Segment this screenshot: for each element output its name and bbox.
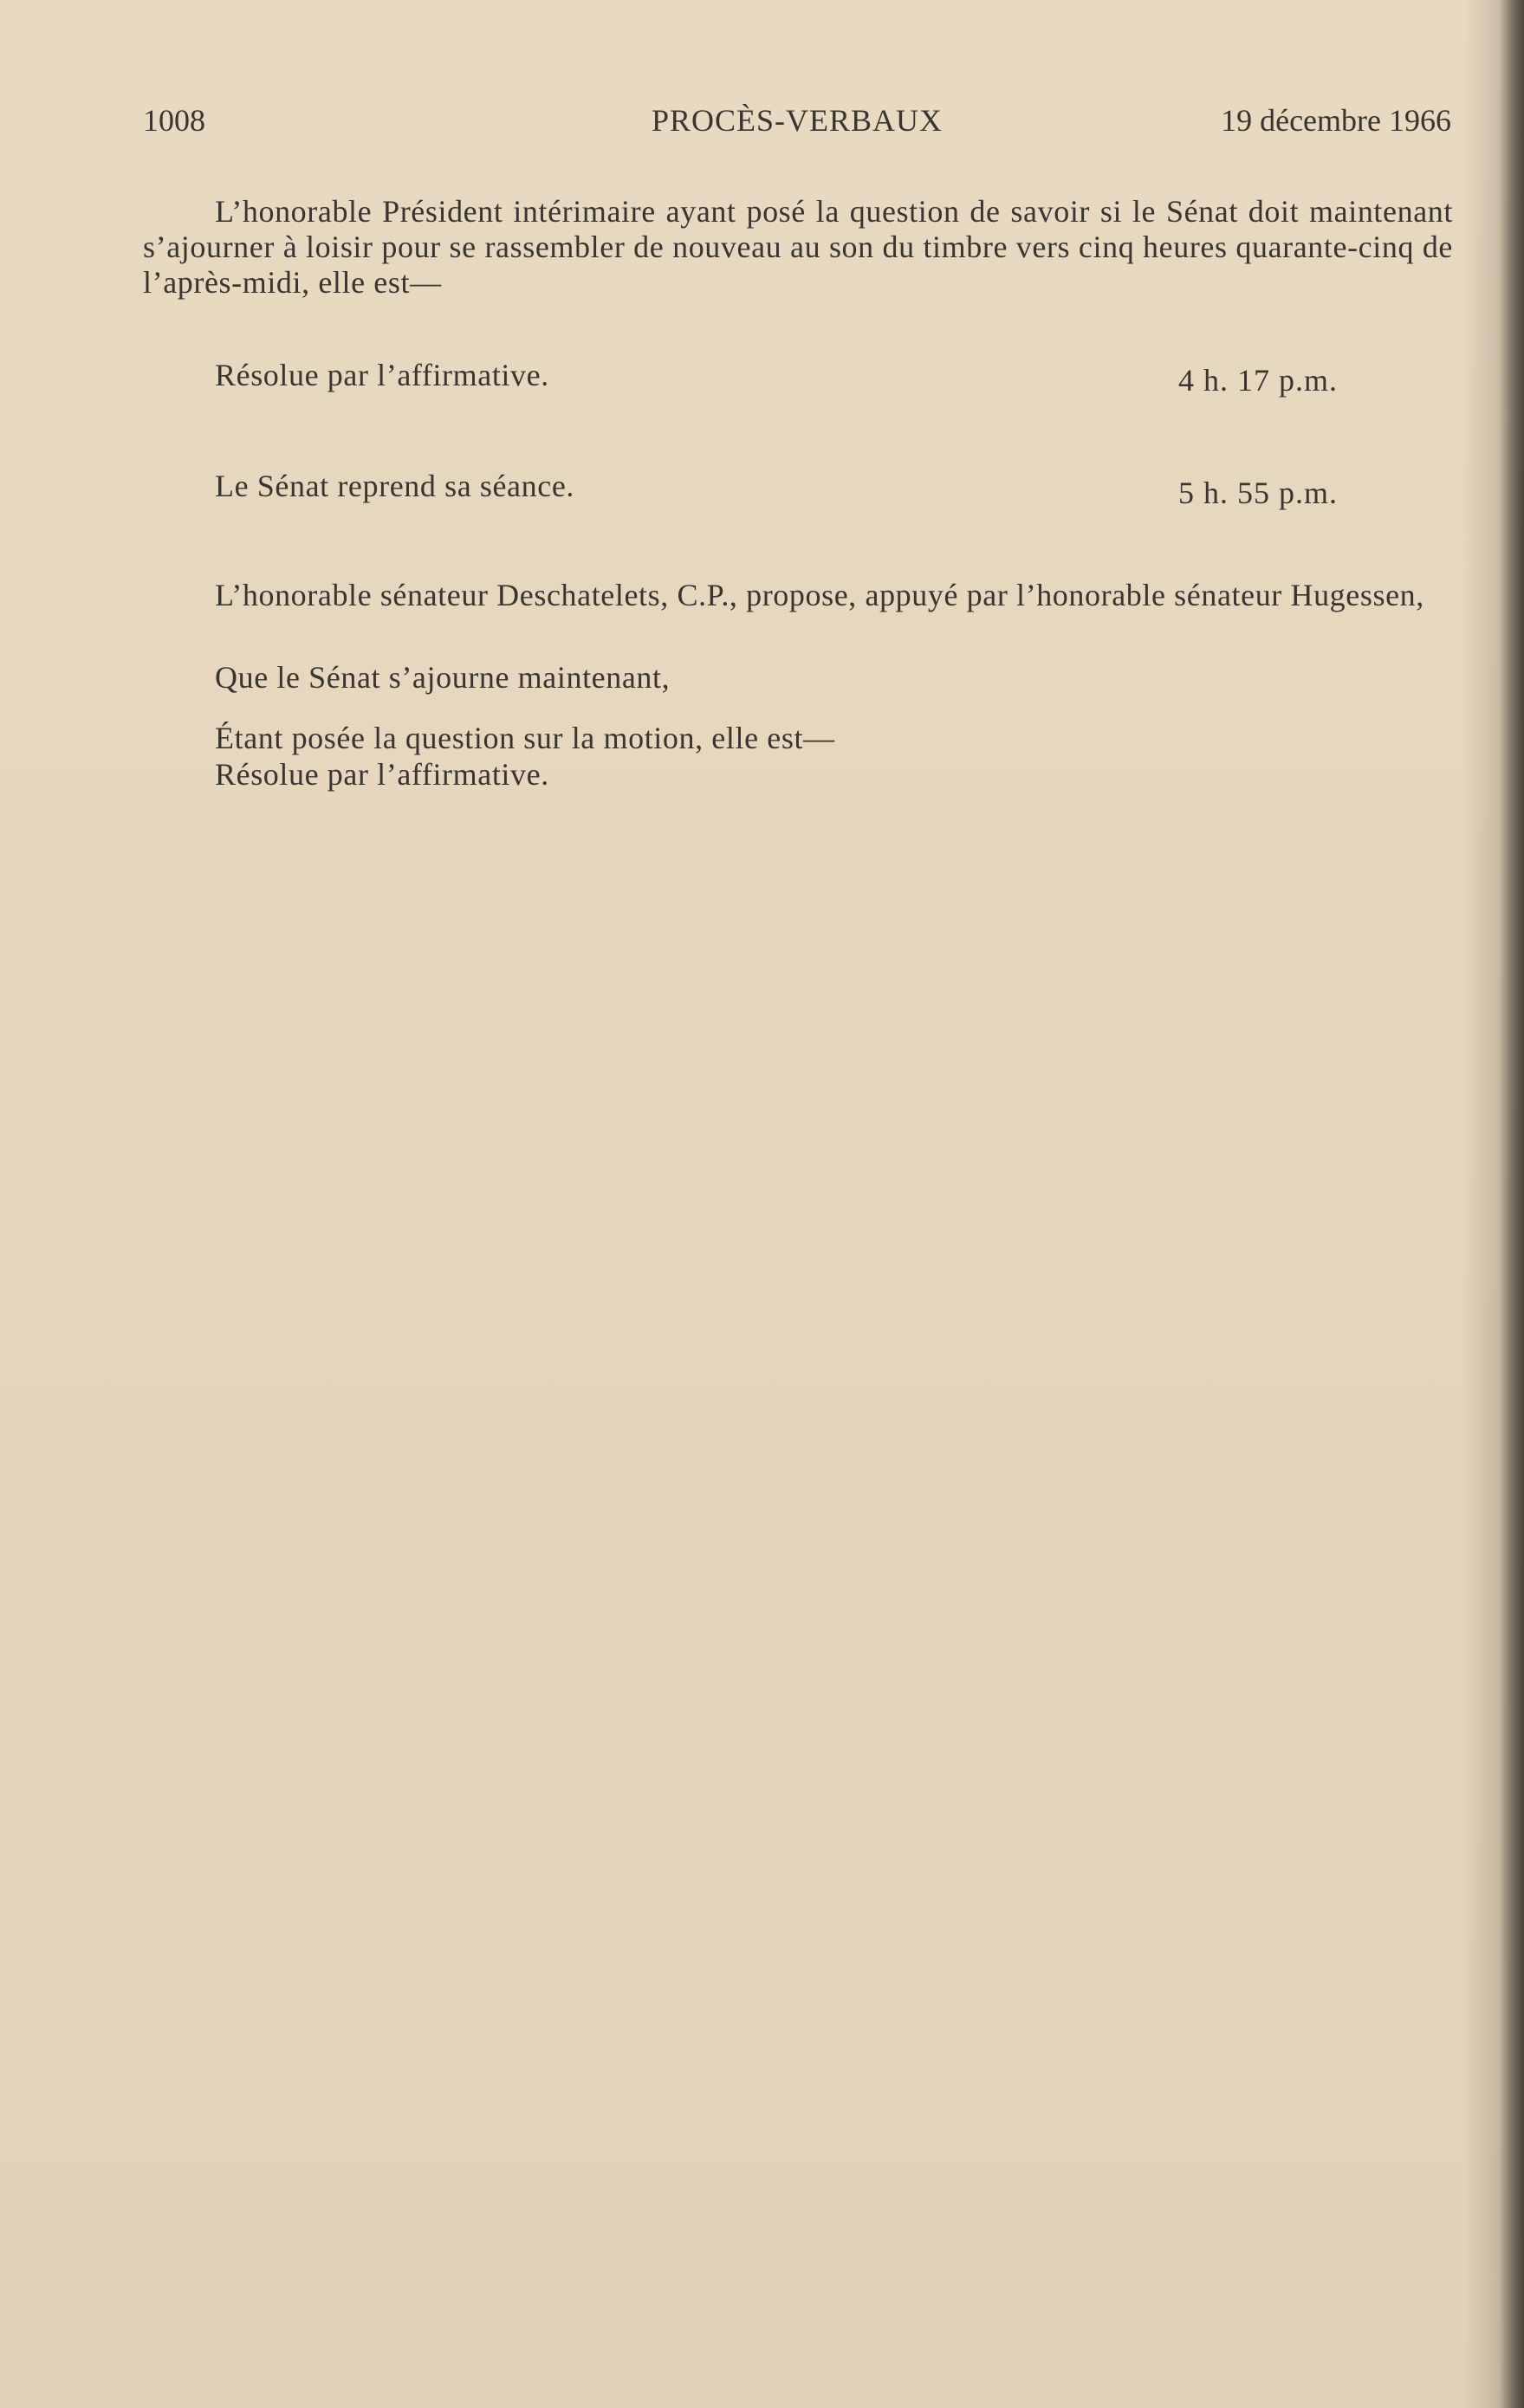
motion-text: Que le Sénat s’ajourne maintenant, (215, 660, 671, 695)
senate-resumes-line: Le Sénat reprend sa séance. (215, 469, 574, 503)
question-put-line: Étant posée la question sur la motion, elle est— (215, 721, 835, 755)
page-number: 1008 (143, 103, 205, 138)
running-head (143, 102, 1451, 146)
paragraph-motion-proposal: L’honorable sénateur Deschatelets, C.P., propose, appuyé par l’honorable sénateur Hugessen, (215, 578, 1424, 612)
running-title: PROCÈS-VERBAUX (651, 103, 944, 138)
time-stamp-2: 5 h. 55 p.m. (1178, 476, 1339, 510)
resolution-line-1: Résolue par l’affirmative. (215, 358, 549, 392)
time-stamp-1: 4 h. 17 p.m. (1178, 363, 1339, 398)
resolution-line-2: Résolue par l’affirmative. (215, 757, 549, 792)
page-edge-shadow (1498, 0, 1524, 2408)
paragraph-adjournment-question: L’honorable Président intérimaire ayant posé la question de savoir si le Sénat doit maintenant s’ajourner à loisir pour se rassembler de nouveau au son du timbre vers cinq heures quarante-cinq de l’après-midi, elle est— (143, 194, 1453, 300)
header-date: 19 décembre 1966 (1221, 103, 1451, 138)
